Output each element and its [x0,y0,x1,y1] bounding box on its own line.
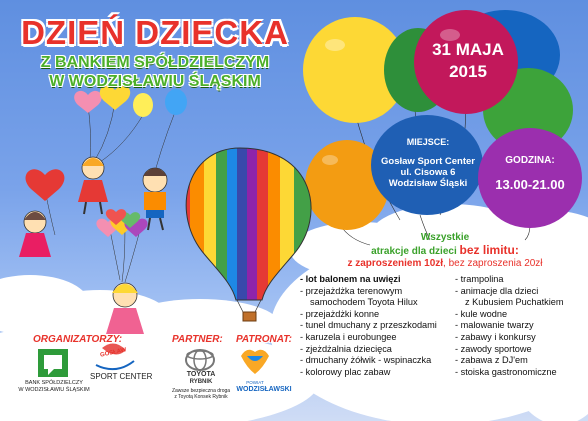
date-day-month: 31 MAJA [432,40,504,59]
powiat-name: WODZISŁAWSKI [236,386,292,393]
attraction-item: - trampolina [455,274,504,284]
attraction-item: - przejażdżki konne [300,308,380,319]
goslaw-logo-text: GOSŁAW [99,347,128,359]
event-subtitle [0,53,310,91]
place-city: Wodzisław Śląski [388,178,468,189]
bank-name-line1: BANK SPÓŁDZIELCZY [25,380,83,386]
attraction-item: - zjeżdżalnia dziecięca [300,343,392,354]
ticket-without-invite: , bez zaproszenia 20zł [443,258,543,269]
attraction-item: - kolorowy plac zabaw [300,366,391,377]
attractions-list-right [455,274,564,378]
place-details [371,156,485,189]
attraction-item: z Kubusiem Puchatkiem [465,297,564,308]
no-limit: bez limitu: [459,243,519,257]
attraction-item: - zawody sportowe [455,343,532,354]
toyota-note-line2: z Toyotą Konsek Rybnik [174,394,228,400]
place-label: MIEJSCE: [406,137,450,147]
toyota-note [168,388,234,400]
attraction-item: samochodem Toyota Hilux [310,297,418,308]
attraction-item: - animacje dla dzieci [455,285,539,296]
attraction-item: - zabawy i konkursy [455,331,536,342]
bank-name-line2: W WODZISŁAWIU ŚLĄSKIM [18,386,90,393]
date-year: 2015 [449,62,487,81]
attractions-intro: atrakcje dla dzieci [371,246,460,257]
toyota-text: TOYOTA [186,371,216,378]
attractions-header-line2 [300,244,588,258]
attraction-item: - karuzela i eurobungee [300,331,397,342]
attractions-list-left [300,274,437,378]
place-street: ul. Cisowa 6 [400,167,456,178]
attraction-item: - malowanie twarzy [455,320,534,331]
attraction-item: - przejażdżka terenowym [300,285,403,296]
attraction-item: - tunel dmuchany z przeszkodami [300,320,437,331]
hours-label: GODZINA: [505,155,555,166]
toyota-note-line1: Zawsze bezpieczna droga [171,388,231,394]
place-name: Gosław Sport Center [381,156,475,167]
attractions-header-line1: Wszystkie [420,232,470,243]
sport-center-text: SPORT CENTER [90,372,153,381]
ticket-with-invite: z zaproszeniem 10zł [347,258,444,269]
attraction-item: - stoiska gastronomiczne [455,366,557,377]
hours-value: 13.00-21.00 [495,177,565,192]
event-title: DZIEŃ DZIECKA [21,14,289,51]
organizers-label: ORGANIZATORZY: [33,334,123,345]
subtitle-line-1: Z BANKIEM SPÓŁDZIELCZYM [40,54,270,71]
event-date [425,39,511,83]
rybnik-text: RYBNIK [189,379,213,385]
ticket-prices [300,258,588,270]
patron-label: PATRONAT: [236,334,292,345]
partner-label: PARTNER: [172,334,223,345]
bank-logo [38,349,68,377]
attraction-item: - lot balonem na uwięzi [300,274,401,284]
attraction-item: - dmuchany żółwik - wspinaczka [300,355,432,366]
powiat-small-text: POWIAT [246,380,264,385]
attraction-item: - zabawa z DJ'em [455,355,528,366]
attraction-item: - kule wodne [455,308,508,319]
bank-name [16,380,92,393]
subtitle-line-2: W WODZISŁAWIU ŚLĄSKIM [49,73,261,90]
attractions-header [300,232,588,270]
